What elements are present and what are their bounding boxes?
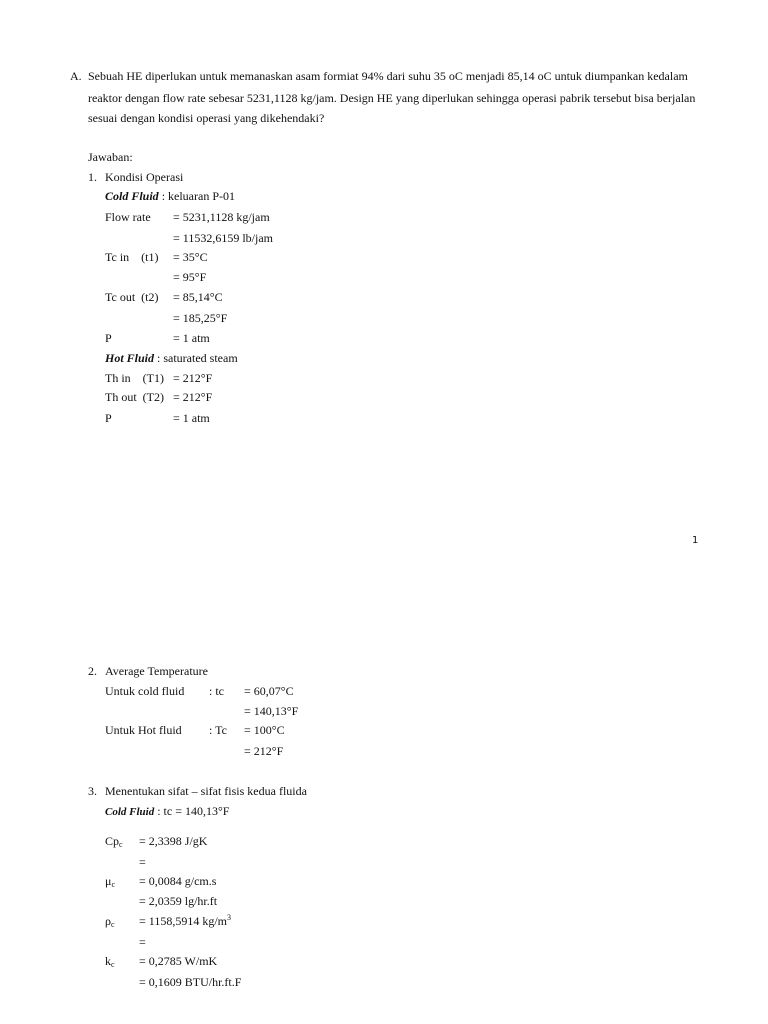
hot-fluid-heading — [105, 351, 238, 365]
question-marker: A. — [70, 69, 82, 83]
question-line-3: sesuai dengan kondisi operasi yang dikehendaki? — [88, 111, 325, 125]
section-3-number: 3. — [88, 784, 97, 798]
section-1-number: 1. — [88, 170, 97, 184]
cold-fluid-desc: : keluaran P-01 — [158, 189, 235, 203]
hot-fluid-label: Hot Fluid — [105, 351, 155, 365]
cp-value-1: = 2,3398 J/gK — [139, 834, 208, 848]
cold-fluid-props-desc: : tc = 140,13°F — [154, 804, 230, 818]
hot-fluid-avg-symbol: : Tc — [209, 723, 227, 737]
cold-fluid-avg-symbol: : tc — [209, 684, 224, 698]
mu-value-2: = 2,0359 lg/hr.ft — [139, 894, 218, 908]
rho-symbol: $\rho_c$ — [105, 914, 115, 929]
th-in-value: = 212°F — [173, 371, 213, 385]
question-line-2: reaktor dengan flow rate sebesar 5231,1128 kg/jam. Design HE yang diperlukan sehingga operasi pabrik tersebut bisa berjalan — [88, 91, 696, 105]
tc-out-label: Tc out (t2) — [105, 290, 159, 304]
cold-fluid-props-heading — [105, 804, 229, 819]
hot-pressure-label: P — [105, 411, 112, 425]
tc-in-value-f: = 95°F — [173, 270, 207, 284]
section-3-title: Menentukan sifat – sifat fisis kedua fluida — [105, 784, 307, 798]
mu-symbol: $\mu_c$ — [105, 874, 115, 889]
th-out-value: = 212°F — [173, 390, 213, 404]
question-line-1: Sebuah HE diperlukan untuk memanaskan asam formiat 94% dari suhu 35 oC menjadi 85,14 oC untuk diumpankan kedalam — [88, 69, 688, 83]
mu-value-1: = 0,0084 g/cm.s — [139, 874, 217, 888]
k-value-2: = 0,1609 BTU/hr.ft.F — [139, 975, 242, 989]
th-in-label: Th in (T1) — [105, 371, 164, 385]
k-value-1: = 0,2785 W/mK — [139, 954, 218, 968]
answer-label: Jawaban: — [88, 150, 133, 164]
cold-pressure-label: P — [105, 331, 112, 345]
section-1-title: Kondisi Operasi — [105, 170, 184, 184]
cold-fluid-props-label: Cold Fluid — [105, 806, 155, 818]
hot-fluid-avg-value-f: = 212°F — [244, 744, 284, 758]
cp-value-2: = — [139, 855, 146, 869]
cold-fluid-avg-value-c: = 60,07°C — [244, 684, 294, 698]
page-number: 1 — [692, 535, 699, 546]
hot-fluid-desc: : saturated steam — [154, 351, 238, 365]
th-out-label: Th out (T2) — [105, 390, 164, 404]
cold-fluid-avg-label: Untuk cold fluid — [105, 684, 185, 698]
cold-pressure-value: = 1 atm — [173, 331, 210, 345]
tc-out-value-f: = 185,25°F — [173, 311, 228, 325]
tc-out-value-c: = 85,14°C — [173, 290, 223, 304]
cold-fluid-heading — [105, 189, 235, 203]
cold-fluid-avg-value-f: = 140,13°F — [244, 704, 299, 718]
rho-value-2: = — [139, 935, 146, 949]
rho-value-1: = 1158,5914 $kg/m^3$ — [139, 913, 231, 928]
hot-fluid-avg-label: Untuk Hot fluid — [105, 723, 182, 737]
flow-rate-value-lb: = 11532,6159 lb/jam — [173, 231, 273, 245]
section-2-number: 2. — [88, 664, 97, 678]
section-2-title: Average Temperature — [105, 664, 208, 678]
cp-symbol: $Cp_c$ — [105, 834, 123, 849]
cold-fluid-label: Cold Fluid — [105, 189, 159, 203]
tc-in-label: Tc in (t1) — [105, 250, 159, 264]
flow-rate-label: Flow rate — [105, 210, 151, 224]
hot-fluid-avg-value-c: = 100°C — [244, 723, 285, 737]
hot-pressure-value: = 1 atm — [173, 411, 210, 425]
tc-in-value-c: = 35°C — [173, 250, 208, 264]
k-symbol: $k_c$ — [105, 954, 115, 969]
flow-rate-value-kg: = 5231,1128 kg/jam — [173, 210, 270, 224]
